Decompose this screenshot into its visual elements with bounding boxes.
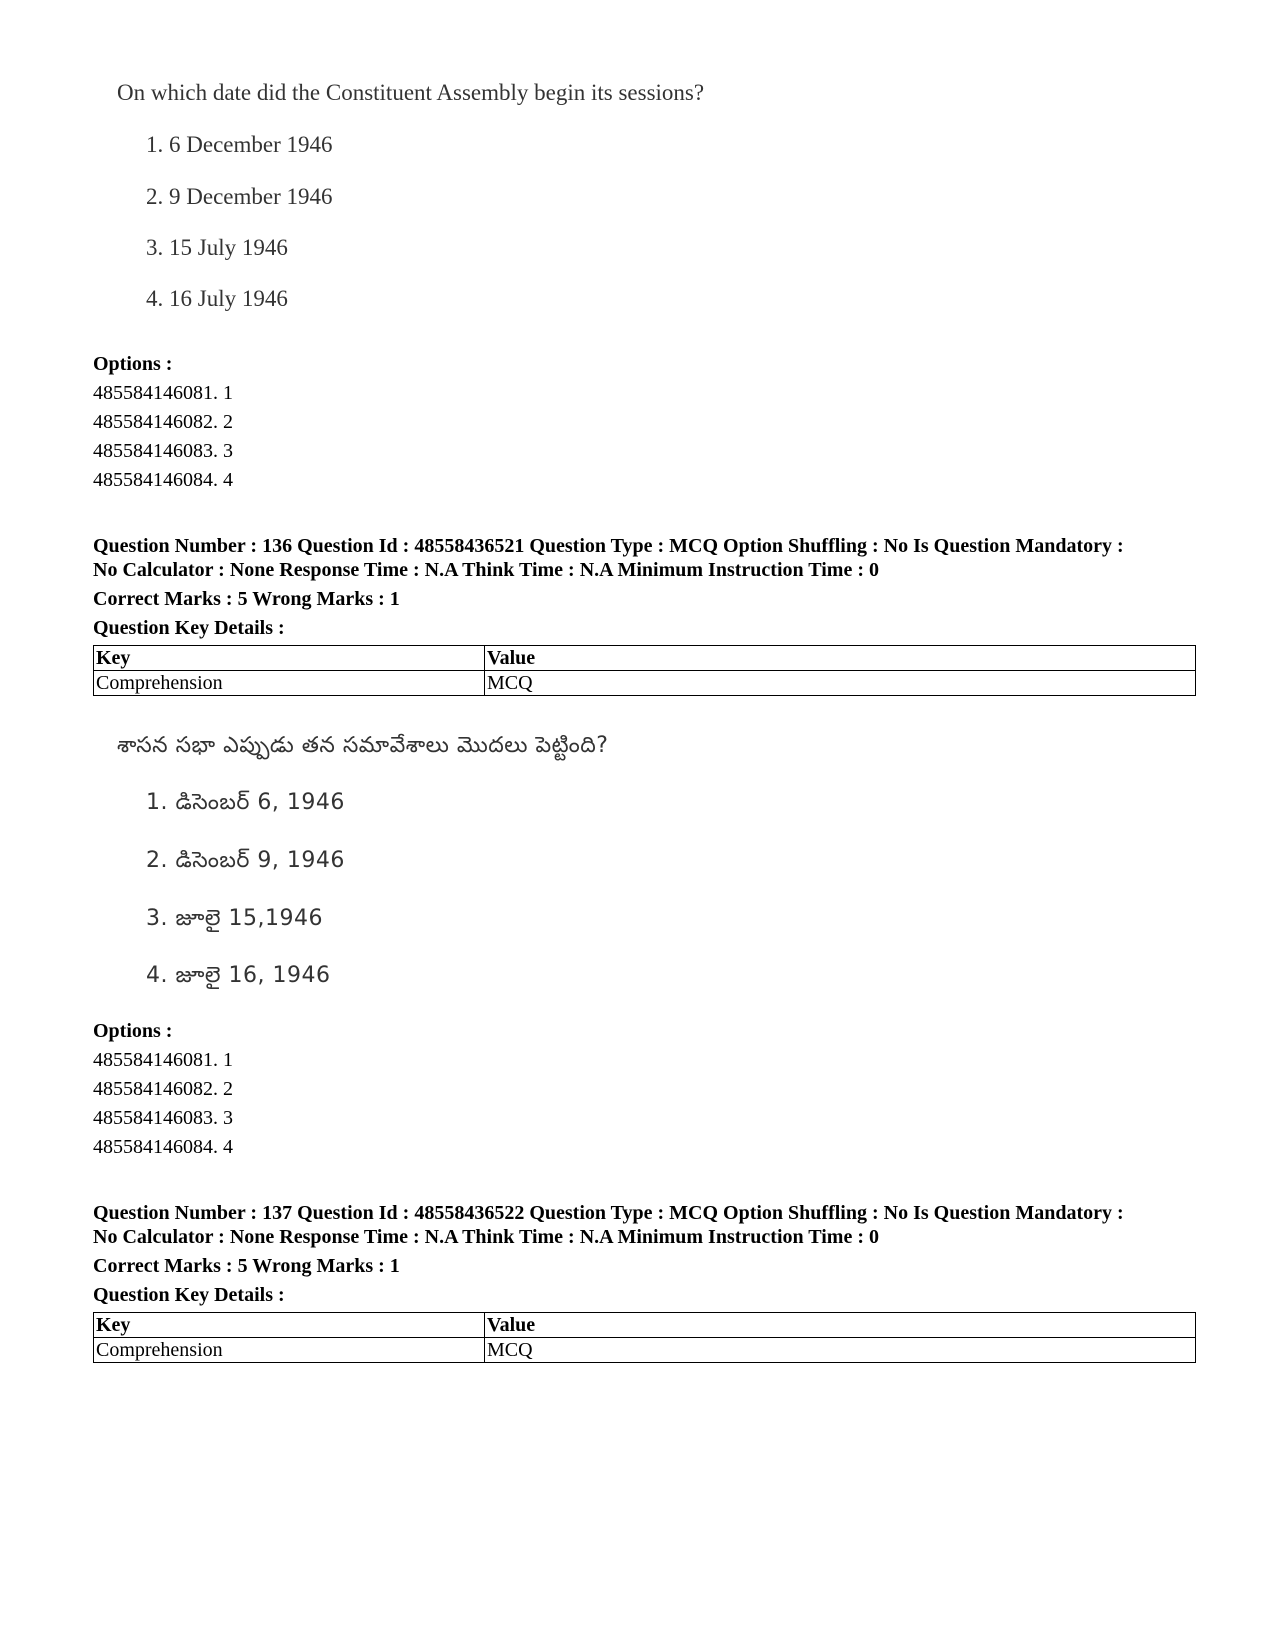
q135-options-label: Options :: [93, 353, 173, 375]
q136-choice-3: 3. జూలై 15,1946: [146, 906, 323, 931]
q136-choice-1: 1. డిసెంబర్ 6, 1946: [146, 790, 345, 815]
q135-option-3: 485584146083. 3: [93, 440, 233, 462]
q135-choice-2: 2. 9 December 1946: [146, 184, 333, 209]
table-row: [94, 671, 1196, 696]
q137-marks: Correct Marks : 5 Wrong Marks : 1: [93, 1255, 400, 1277]
q135-stem: On which date did the Constituent Assembly begin its sessions?: [117, 80, 705, 105]
q137-key-table: [93, 1312, 1196, 1363]
table-cell-key: Comprehension: [94, 1338, 485, 1363]
q135-option-4: 485584146084. 4: [93, 469, 233, 491]
table-header-key: Key: [94, 1313, 485, 1338]
table-cell-value: MCQ: [485, 671, 1196, 696]
table-cell-key: Comprehension: [94, 671, 485, 696]
table-header-key: Key: [94, 646, 485, 671]
q135-choice-1: 1. 6 December 1946: [146, 132, 333, 157]
q136-choice-2: 2. డిసెంబర్ 9, 1946: [146, 848, 345, 873]
q136-stem: శాసన సభా ఎప్పుడు తన సమావేశాలు మొదలు పెట్టింది?: [117, 733, 609, 758]
q136-header-line1: Question Number : 136 Question Id : 48558436521 Question Type : MCQ Option Shuffling : No Is Question Mandatory :: [93, 535, 1124, 557]
q136-key-table: [93, 645, 1196, 696]
q136-marks: Correct Marks : 5 Wrong Marks : 1: [93, 588, 400, 610]
table-header-value: Value: [485, 1313, 1196, 1338]
q136-options-label: Options :: [93, 1020, 173, 1042]
q136-choice-4: 4. జూలై 16, 1946: [146, 963, 331, 988]
q135-option-2: 485584146082. 2: [93, 411, 233, 433]
q136-option-2: 485584146082. 2: [93, 1078, 233, 1100]
table-row: [94, 1313, 1196, 1338]
q136-option-4: 485584146084. 4: [93, 1136, 233, 1158]
q136-key-details-label: Question Key Details :: [93, 617, 285, 639]
q136-option-1: 485584146081. 1: [93, 1049, 233, 1071]
q135-choice-3: 3. 15 July 1946: [146, 235, 288, 260]
table-row: [94, 646, 1196, 671]
q137-header-line2: No Calculator : None Response Time : N.A Think Time : N.A Minimum Instruction Time : 0: [93, 1226, 879, 1248]
q135-option-1: 485584146081. 1: [93, 382, 233, 404]
table-header-value: Value: [485, 646, 1196, 671]
q136-option-3: 485584146083. 3: [93, 1107, 233, 1129]
q135-choice-4: 4. 16 July 1946: [146, 286, 288, 311]
table-cell-value: MCQ: [485, 1338, 1196, 1363]
q137-header-line1: Question Number : 137 Question Id : 48558436522 Question Type : MCQ Option Shuffling : No Is Question Mandatory :: [93, 1202, 1124, 1224]
q137-key-details-label: Question Key Details :: [93, 1284, 285, 1306]
q136-header-line2: No Calculator : None Response Time : N.A Think Time : N.A Minimum Instruction Time : 0: [93, 559, 879, 581]
table-row: [94, 1338, 1196, 1363]
